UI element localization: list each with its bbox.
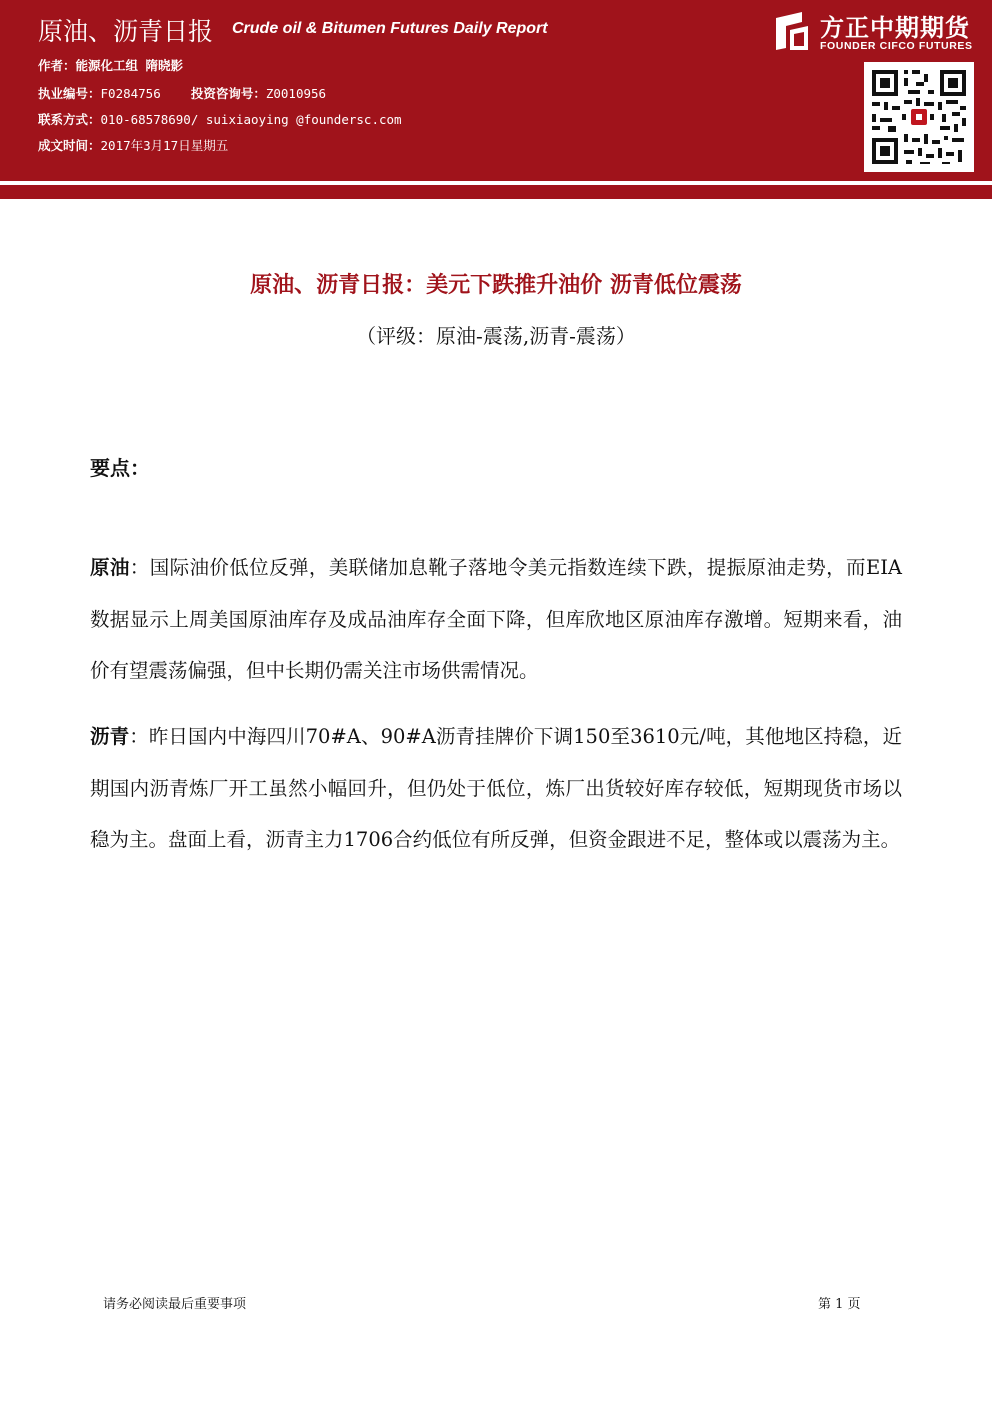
bitumen-text: ：昨日国内中海四川70#A、90#A沥青挂牌价下调150至3610元/吨，其他地区持稳，近期国内沥青炼厂开工虽然小幅回升，但仍处于低位，炼厂出货较好库存较低，短期现货市场以稳为主。盘面上看，沥青主力1706合约低位有所反弹，但资金跟进不足，整体或以震荡为主。 <box>90 725 902 851</box>
page-number: 第 1 页 <box>818 1297 861 1312</box>
logo-text-cn: 方正中期期货 <box>820 14 970 42</box>
license-label: 执业编号： <box>38 86 101 101</box>
header-band <box>0 185 992 199</box>
bitumen-paragraph <box>90 711 902 866</box>
author-label: 作者： <box>38 58 76 73</box>
crude-oil-paragraph <box>90 542 902 697</box>
crude-oil-label: 原油 <box>90 556 130 579</box>
footer-notice: 请务必阅读最后重要事项 <box>103 1297 247 1312</box>
report-header <box>0 0 992 181</box>
bitumen-label: 沥青 <box>90 725 130 748</box>
license-value: F0284756 <box>100 86 161 101</box>
key-points-label: 要点： <box>90 456 150 480</box>
rating: （评级：原油-震荡,沥青-震荡） <box>356 324 636 348</box>
contact-label: 联系方式： <box>38 112 101 127</box>
logo-text-en: FOUNDER CIFCO FUTURES <box>820 40 973 52</box>
founder-logo <box>772 8 984 56</box>
date-line <box>38 136 228 154</box>
author-line <box>38 56 183 74</box>
founder-logo-icon <box>772 10 812 52</box>
license-line <box>38 84 326 102</box>
author-value: 能源化工组 隋晓影 <box>75 58 184 73</box>
header-title-cn: 原油、沥青日报 <box>38 17 214 46</box>
consult-label: 投资咨询号： <box>190 86 266 101</box>
date-value: 2017年3月17日星期五 <box>100 138 229 153</box>
qr-code-icon <box>864 62 974 172</box>
consult-value: Z0010956 <box>265 86 327 101</box>
header-title-en: Crude oil & Bitumen Futures Daily Report <box>232 20 548 37</box>
contact-line <box>38 110 402 128</box>
crude-oil-text: ：国际油价低位反弹，美联储加息靴子落地令美元指数连续下跌，提振原油走势，而EIA数据显示上周美国原油库存及成品油库存全面下降，但库欣地区原油库存激增。短期来看，油价有望震荡偏强，但中长期仍需关注市场供需情况。 <box>90 556 902 682</box>
contact-value: 010-68578690/ suixiaoying @foundersc.com <box>100 112 402 127</box>
document-title: 原油、沥青日报：美元下跌推升油价 沥青低位震荡 <box>250 273 742 298</box>
date-label: 成文时间： <box>38 138 101 153</box>
